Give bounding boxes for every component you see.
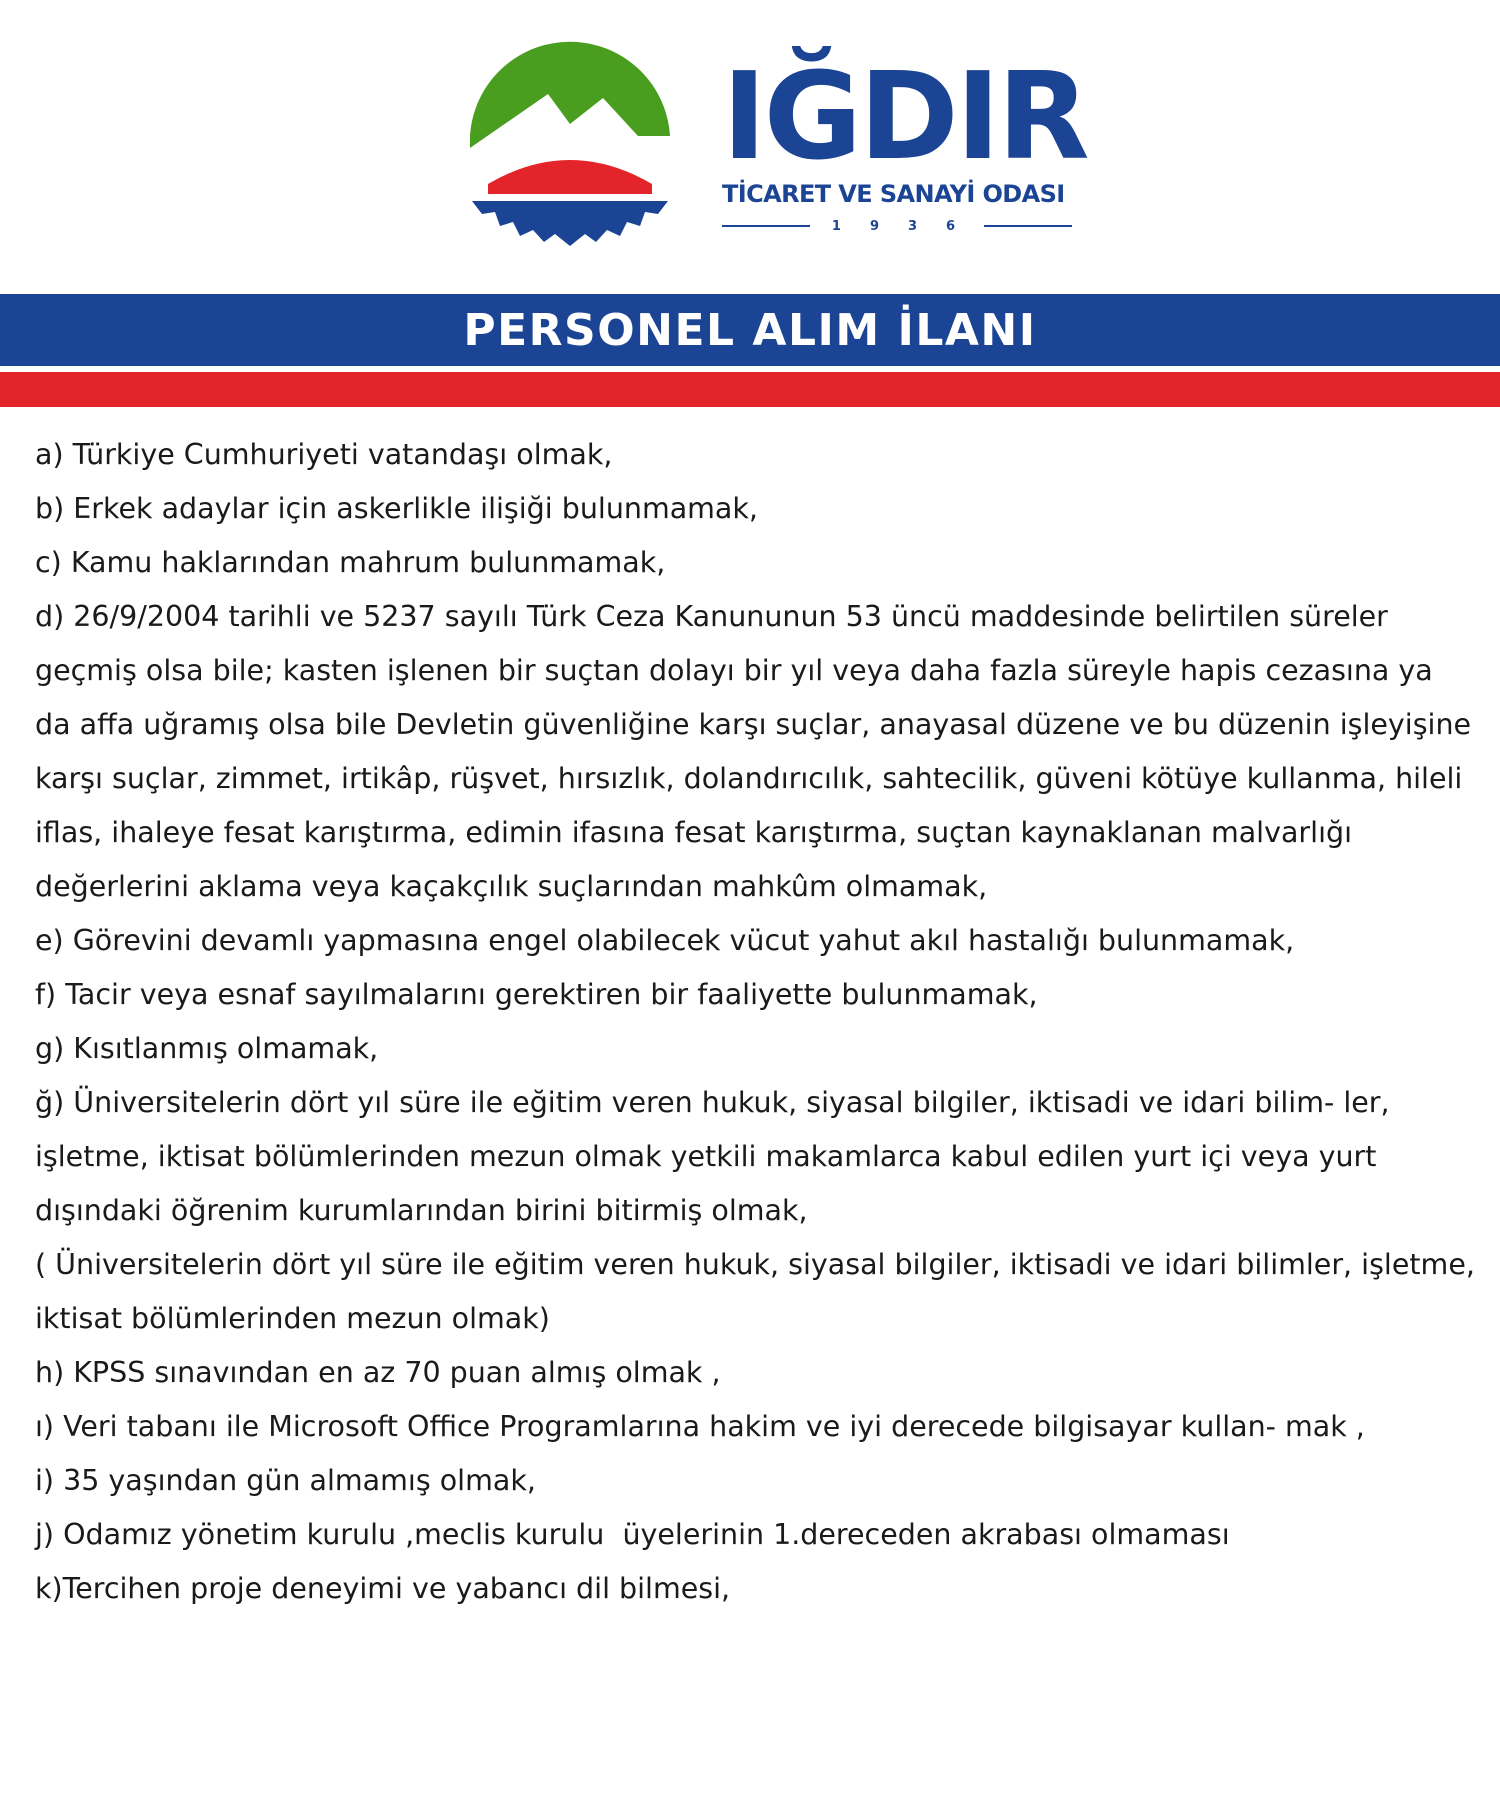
requirements-list [35,428,1484,1616]
brand-subtitle: TİCARET VE SANAYİ ODASI [722,180,1065,208]
title-banner [0,294,1500,366]
requirement-item: ı) Veri tabanı ile Microsoft Office Programlarına hakim ve iyi derecede bilgisayar kullan- mak , [35,1410,1365,1443]
page-title: PERSONEL ALIM İLANI [463,304,1037,356]
year-rule-left [722,225,810,227]
requirement-item: e) Görevini devamlı yapmasına engel olabilecek vücut yahut akıl hastalığı bulunmamak, [35,924,1295,957]
requirement-item: k)Tercihen proje deneyimi ve yabancı dil bilmesi, [35,1572,731,1605]
requirement-item: d) 26/9/2004 tarihli ve 5237 sayılı Türk Ceza Kanununun 53 üncü maddesinde belirtilen süreler geçmiş olsa bile; kasten işlenen bir suçtan dolayı bir yıl veya daha fazla süreyle hapis cezasına ya da affa uğramış olsa bile Devletin güvenliğine karşı suçlar, anayasal düzene ve bu düzenin işleyişine karşı suçlar, zimmet, irtikâp, rüşvet, hırsızlık, dolandırıcılık, sahtecilik, güveni kötüye kullanma, hileli iflas, ihaleye fesat karıştırma, edimin ifasına fesat karıştırma, suçtan kaynaklanan malvarlığı değerlerini aklama veya kaçakçılık suçlarından mahkûm olmamak, [35,600,1481,903]
requirement-item: a) Türkiye Cumhuriyeti vatandaşı olmak, [35,438,613,471]
requirement-item: b) Erkek adaylar için askerlikle ilişiği bulunmamak, [35,492,758,525]
requirement-item: h) KPSS sınavından en az 70 puan almış olmak , [35,1356,721,1389]
requirement-item: c) Kamu haklarından mahrum bulunmamak, [35,546,666,579]
year-rule-right [984,225,1072,227]
requirement-item: ğ) Üniversitelerin dört yıl süre ile eğitim veren hukuk, siyasal bilgiler, iktisadi ve idari bilim- ler, işletme, iktisat bölümlerinden mezun olmak yetkili makamlarca kabul edilen yurt içi veya yurt dışındaki öğrenim kurumlarından birini bitirmiş olmak, [35,1086,1399,1227]
requirement-item: f) Tacir veya esnaf sayılmalarını gerektiren bir faaliyette bulunmamak, [35,978,1038,1011]
chamber-emblem-icon [470,36,670,251]
brand-year: 1936 [831,218,985,234]
brand-year-row [722,215,1072,237]
requirement-item: j) Odamız yönetim kurulu ,meclis kurulu üyelerinin 1.dereceden akrabası olmaması [35,1518,1230,1551]
red-stripe [0,372,1500,407]
requirement-item: i) 35 yaşından gün almamış olmak, [35,1464,536,1497]
requirement-item: g) Kısıtlanmış olmamak, [35,1032,379,1065]
brand-name: IĞDIR [722,48,1087,187]
header-logo [0,0,1500,290]
requirement-item: ( Üniversitelerin dört yıl süre ile eğitim veren hukuk, siyasal bilgiler, iktisadi ve idari bilimler, işletme, iktisat bölümlerinden mezun olmak) [35,1248,1484,1335]
